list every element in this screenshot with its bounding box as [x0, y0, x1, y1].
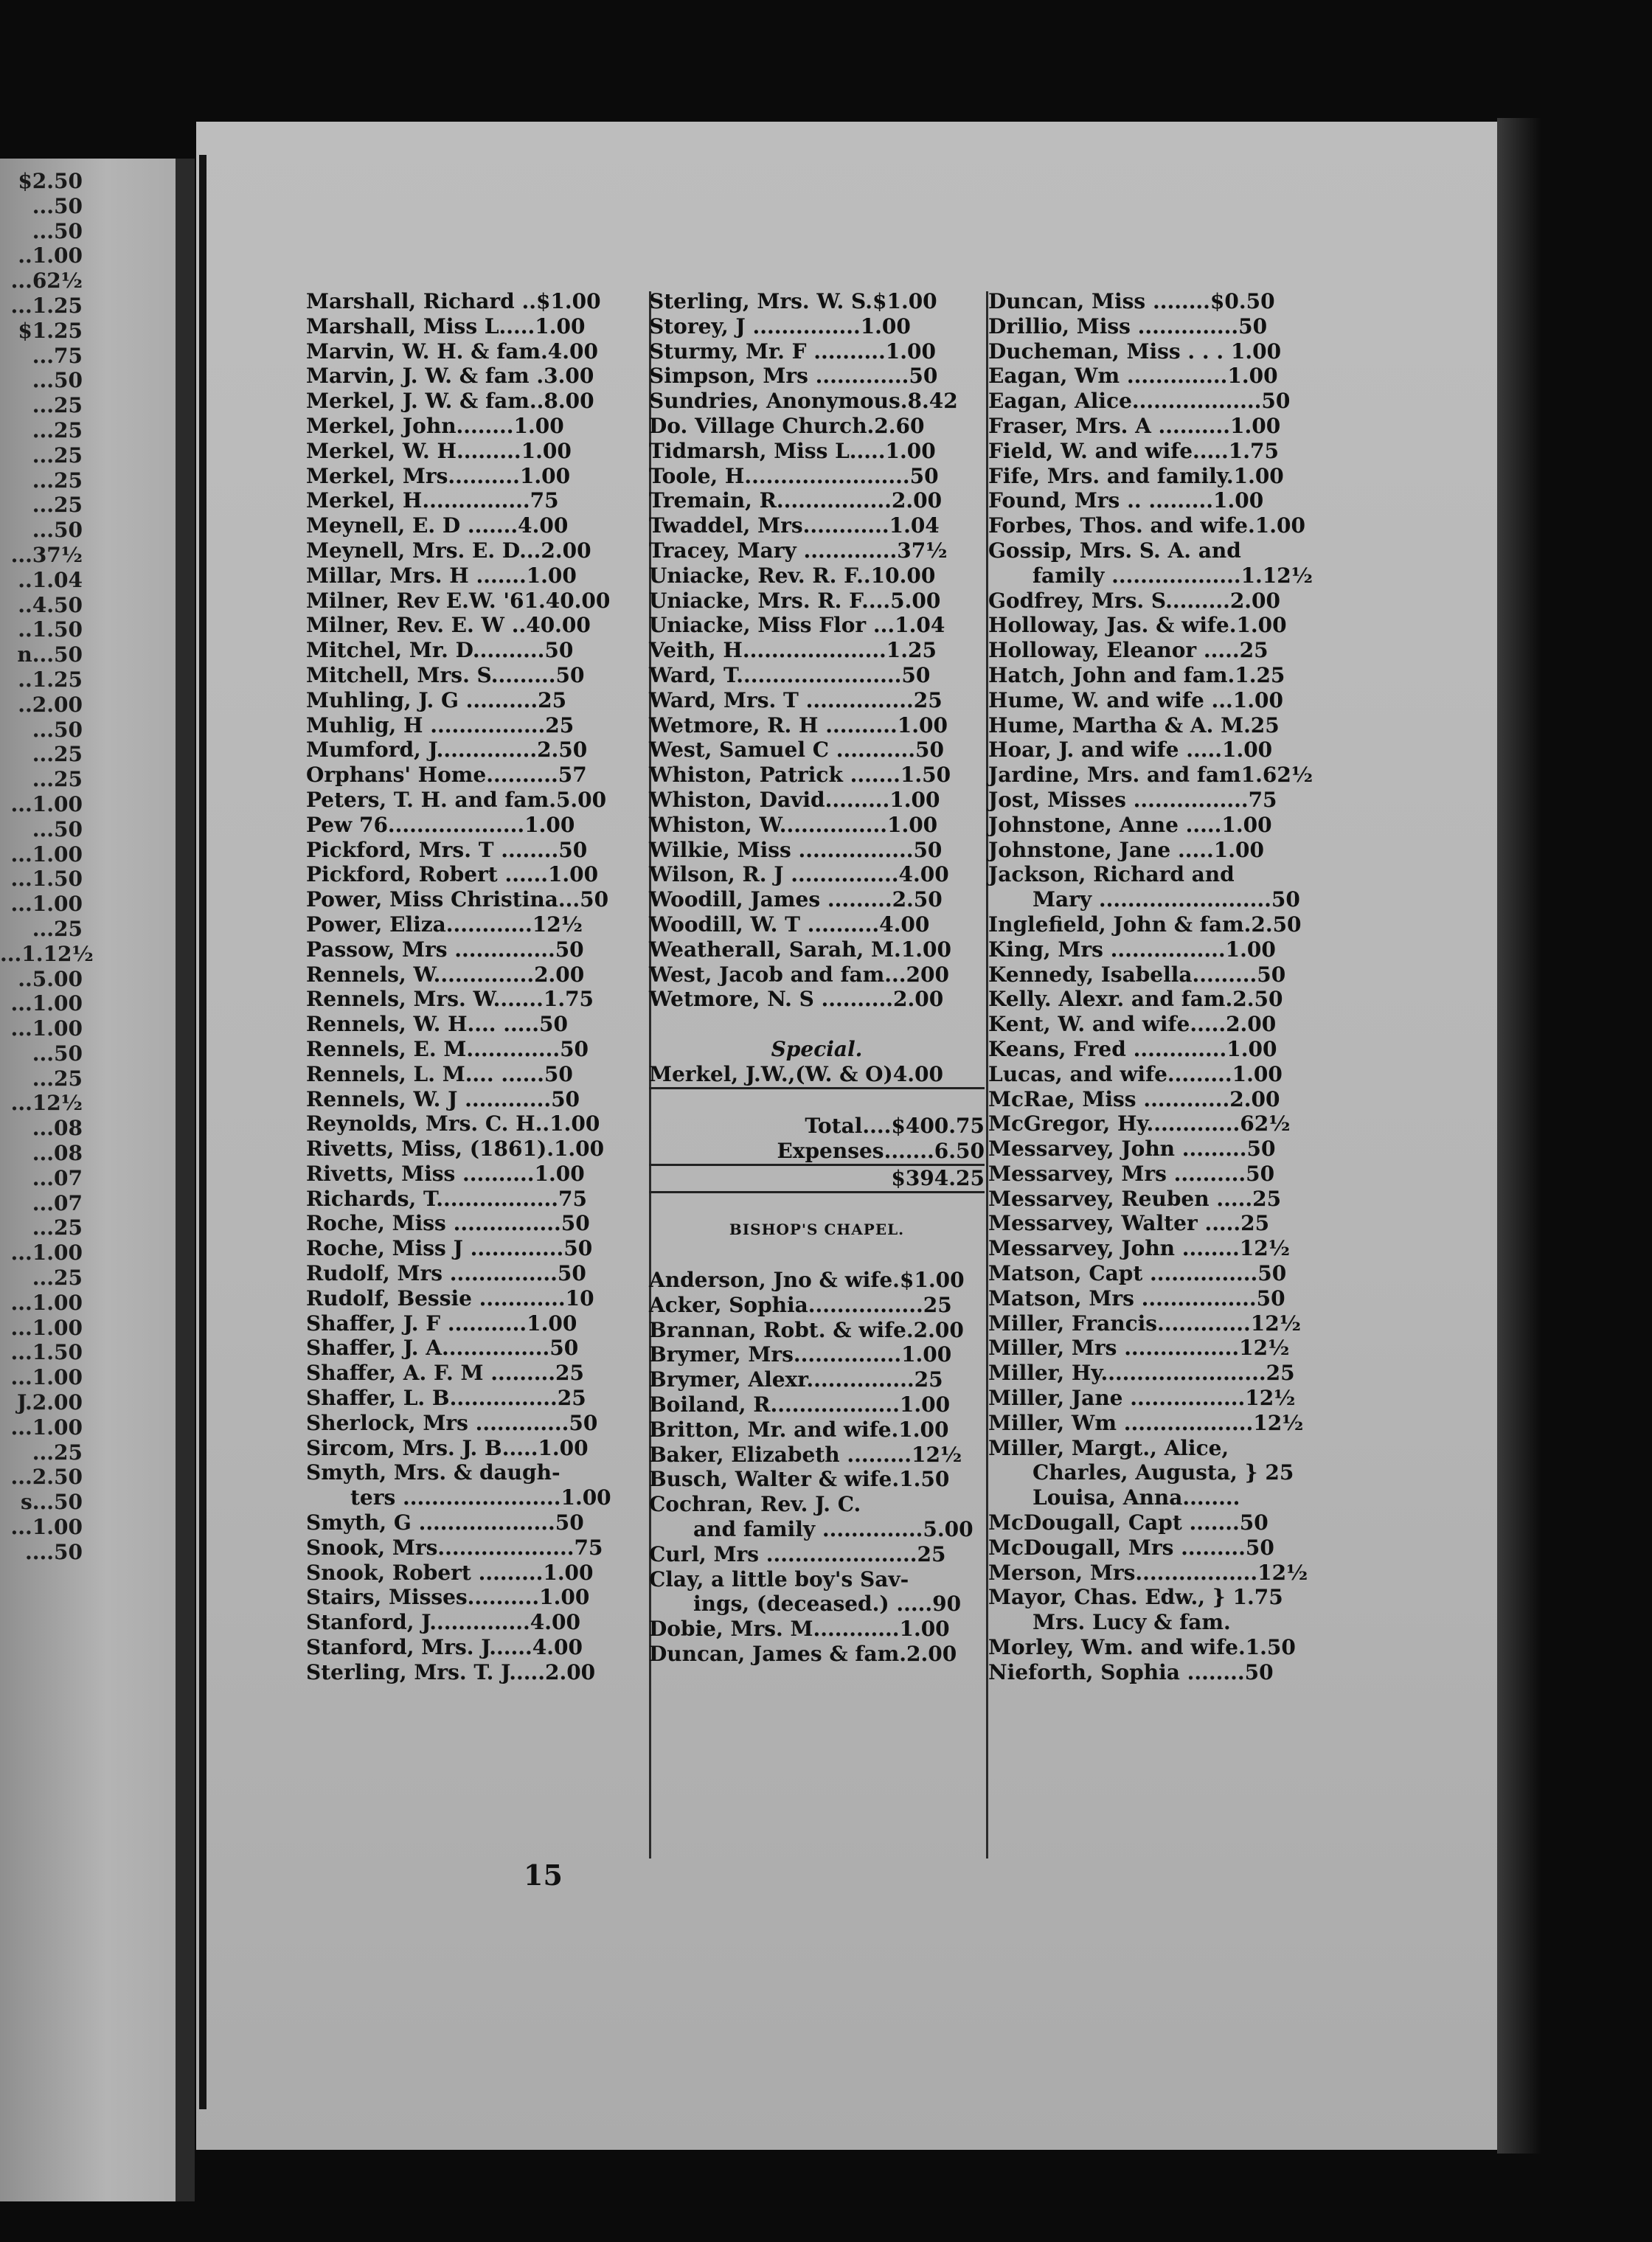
list-item: Hatch, John and fam.1.25 — [988, 662, 1285, 687]
list-item: J.2.00 — [16, 1390, 83, 1415]
list-item: ..1.04 — [18, 567, 83, 592]
list-item: ...75 — [32, 343, 83, 368]
list-item: ...1.25 — [10, 293, 83, 318]
list-item: Sterling, Mrs. T. J.....2.00 — [306, 1659, 596, 1684]
list-item: Whiston, David.........1.00 — [649, 787, 940, 812]
list-item: Milner, Rev. E. W ..40.00 — [306, 613, 591, 638]
list-item: Found, Mrs .. .........1.00 — [988, 488, 1264, 513]
list-item: Gossip, Mrs. S. A. and — [988, 538, 1241, 563]
list-item: Ducheman, Miss . . . 1.00 — [988, 339, 1282, 364]
list-item: Wilson, R. J ...............4.00 — [649, 862, 949, 887]
list-item: Tracey, Mary .............37½ — [649, 538, 948, 563]
list-item: Curl, Mrs .....................25 — [649, 1541, 946, 1566]
list-item: Rudolf, Mrs ...............50 — [306, 1261, 586, 1286]
list-item — [988, 1460, 1331, 1485]
list-item: Mitchel, Mr. D..........50 — [306, 638, 574, 663]
list-item: Sherlock, Mrs .............50 — [306, 1410, 598, 1435]
list-item: Mitchell, Mrs. S.........50 — [306, 662, 585, 687]
list-item: ....50 — [25, 1539, 83, 1564]
list-item: Jackson, Richard and — [988, 862, 1235, 887]
list-item: West, Jacob and fam...200 — [649, 962, 949, 987]
list-item: Merson, Mrs.................12½ — [988, 1560, 1308, 1585]
list-item — [649, 1193, 985, 1218]
list-item: ...25 — [32, 1266, 83, 1291]
list-item: Messarvey, John .........50 — [988, 1136, 1276, 1162]
list-item: Forbes, Thos. and wife.1.00 — [988, 513, 1305, 538]
list-item: ...25 — [32, 468, 83, 493]
list-item: Kent, W. and wife.....2.00 — [988, 1012, 1277, 1037]
list-item: Merkel, Mrs..........1.00 — [306, 463, 571, 488]
list-item: Power, Eliza............12½ — [306, 912, 583, 937]
list-item: Johnstone, Jane .....1.00 — [988, 837, 1264, 862]
list-item: Kennedy, Isabella.........50 — [988, 962, 1286, 987]
list-item: Rennels, L. M.... ......50 — [306, 1061, 573, 1086]
list-item: Milner, Rev E.W. '61.40.00 — [306, 588, 611, 613]
list-item: Shaffer, L. B...............25 — [306, 1386, 586, 1411]
list-item: Miller, Wm ..................12½ — [988, 1410, 1304, 1435]
list-item: Field, W. and wife.....1.75 — [988, 438, 1279, 463]
list-item: Mary ........................50 — [1032, 887, 1300, 912]
list-item: Rennels, W. J ............50 — [306, 1086, 580, 1111]
list-item: Sterling, Mrs. W. S.$1.00 — [649, 289, 937, 313]
list-item: Veith, H....................1.25 — [649, 638, 937, 663]
list-item: Twaddel, Mrs............1.04 — [649, 513, 940, 538]
list-item: Shaffer, J. F ...........1.00 — [306, 1311, 577, 1336]
list-item: Brannan, Robt. & wife.2.00 — [649, 1317, 964, 1342]
column-3 — [988, 289, 1331, 1685]
list-item: Marshall, Miss L.....1.00 — [306, 313, 586, 339]
list-item: Simpson, Mrs .............50 — [649, 364, 938, 389]
list-item: Orphans' Home..........57 — [306, 763, 587, 788]
column-1 — [306, 289, 653, 1685]
list-item: Rennels, Mrs. W.......1.75 — [306, 987, 594, 1012]
list-item: Boiland, R..................1.00 — [649, 1392, 951, 1417]
list-item: Matson, Capt ...............50 — [988, 1261, 1287, 1286]
list-item: Reynolds, Mrs. C. H..1.00 — [306, 1111, 600, 1136]
list-item: Wetmore, R. H ..........1.00 — [649, 712, 948, 738]
list-item: ...1.00 — [10, 791, 83, 816]
list-item: Ward, Mrs. T ...............25 — [649, 687, 943, 712]
list-item: Baker, Elizabeth .........12½ — [649, 1442, 962, 1467]
list-item: Wetmore, N. S ..........2.00 — [649, 987, 944, 1012]
list-item: Miller, Hy.......................25 — [988, 1361, 1295, 1386]
list-item: ...50 — [32, 816, 83, 841]
list-item: ...25 — [32, 767, 83, 792]
list-item: $394.25 — [649, 1166, 985, 1193]
list-item: and family ..............5.00 — [693, 1517, 974, 1542]
list-item: ...1.00 — [10, 991, 83, 1016]
list-item: Peters, T. H. and fam.5.00 — [306, 787, 607, 812]
list-item: Weatherall, Sarah, M.1.00 — [649, 937, 951, 962]
list-item: McDougall, Capt .......50 — [988, 1510, 1268, 1535]
list-item: Britton, Mr. and wife.1.00 — [649, 1417, 949, 1442]
list-item: Snook, Mrs...................75 — [306, 1535, 603, 1560]
list-item: Messarvey, Walter .....25 — [988, 1211, 1270, 1236]
list-item: Marshall, Richard ..$1.00 — [306, 289, 601, 313]
list-item: Meynell, Mrs. E. D...2.00 — [306, 538, 591, 563]
list-item: Matson, Mrs ................50 — [988, 1285, 1285, 1311]
book-spine — [199, 155, 206, 2109]
list-item: ...25 — [32, 393, 83, 418]
list-item: Power, Miss Christina...50 — [306, 887, 609, 912]
list-item: Meynell, E. D .......4.00 — [306, 513, 569, 538]
list-item: Uniacke, Miss Flor ...1.04 — [649, 613, 945, 638]
list-item: s...50 — [21, 1490, 83, 1515]
list-item — [988, 1585, 1331, 1610]
list-item: ...25 — [32, 1440, 83, 1465]
list-item: West, Samuel C ...........50 — [649, 738, 944, 763]
list-item: ...1.00 — [10, 1240, 83, 1266]
list-item: ...50 — [32, 368, 83, 393]
list-item: McRae, Miss ............2.00 — [988, 1086, 1280, 1111]
list-item: Smyth, Mrs. & daugh- — [306, 1460, 560, 1485]
list-item: ...1.00 — [10, 1415, 83, 1440]
list-item: Brymer, Alexr...............25 — [649, 1367, 943, 1392]
list-item: Expenses.......6.50 — [649, 1139, 985, 1166]
mayor-brace-amount: } 1.75 — [1205, 1585, 1283, 1610]
list-item: McGregor, Hy.............62½ — [988, 1111, 1291, 1136]
miller-brace-amount: } 25 — [1237, 1460, 1294, 1485]
list-item: Jost, Misses ................75 — [988, 787, 1277, 812]
list-item: ...08 — [32, 1116, 83, 1141]
list-item: ...12½ — [10, 1091, 83, 1116]
list-item: ...07 — [32, 1165, 83, 1190]
list-item: Godfrey, Mrs. S.........2.00 — [988, 588, 1281, 613]
list-item: Smyth, G ...................50 — [306, 1510, 584, 1535]
list-item: Merkel, J. W. & fam..8.00 — [306, 389, 594, 414]
list-item: Rivetts, Miss ..........1.00 — [306, 1161, 585, 1186]
list-item: ...25 — [32, 742, 83, 767]
list-item: Fife, Mrs. and family.1.00 — [988, 463, 1284, 488]
list-item: Toole, H.......................50 — [649, 463, 939, 488]
list-item: Roche, Miss ...............50 — [306, 1211, 590, 1236]
list-item: Pickford, Robert ......1.00 — [306, 862, 599, 887]
list-item: Holloway, Jas. & wife.1.00 — [988, 613, 1287, 638]
list-item: ...25 — [32, 417, 83, 442]
list-item: Hoar, J. and wife .....1.00 — [988, 738, 1273, 763]
left-page-fragment-column — [0, 169, 94, 1565]
list-item: Do. Village Church.2.60 — [649, 413, 925, 438]
list-item-text: Mayor, Chas. Edw., — [988, 1585, 1206, 1610]
list-item: Kelly. Alexr. and fam.2.50 — [988, 987, 1283, 1012]
list-item: $1.25 — [18, 318, 83, 343]
list-item: ..1.25 — [18, 667, 83, 692]
list-item: ...1.00 — [10, 892, 83, 917]
list-item: Merkel, W. H.........1.00 — [306, 438, 572, 463]
list-item: Hume, Martha & A. M.25 — [988, 712, 1280, 738]
list-item: ..2.00 — [18, 692, 83, 717]
list-item: Stanford, J..............4.00 — [306, 1610, 580, 1635]
list-item: Richards, T.................75 — [306, 1186, 587, 1211]
list-item: Clay, a little boy's Sav- — [649, 1566, 909, 1592]
list-item: ..4.50 — [18, 592, 83, 617]
list-item: Pew 76...................1.00 — [306, 812, 575, 837]
list-item: Woodill, W. T ..........4.00 — [649, 912, 930, 937]
list-item: ...1.12½ — [0, 941, 94, 966]
list-item: Messarvey, John ........12½ — [988, 1236, 1290, 1261]
list-item: Rennels, W. H.... .....50 — [306, 1012, 568, 1037]
list-item: Mrs. Lucy & fam. — [1032, 1610, 1231, 1635]
list-item: Lucas, and wife.........1.00 — [988, 1061, 1283, 1086]
list-item: Snook, Robert .........1.00 — [306, 1560, 594, 1585]
list-item: ...50 — [32, 1041, 83, 1066]
list-item: Fraser, Mrs. A ..........1.00 — [988, 413, 1281, 438]
list-item: Total....$400.75 — [805, 1114, 985, 1139]
list-item: Wilkie, Miss ................50 — [649, 837, 943, 862]
list-item: Cochran, Rev. J. C. — [649, 1492, 861, 1517]
list-item: n...50 — [17, 642, 83, 667]
list-item — [649, 1089, 985, 1114]
list-item: ...1.00 — [10, 1016, 83, 1041]
list-item: ...1.00 — [10, 1290, 83, 1315]
list-item: Duncan, Miss ........$0.50 — [988, 289, 1275, 313]
list-item: Special. — [771, 1036, 863, 1061]
list-item: ..1.50 — [18, 617, 83, 642]
list-item: Messarvey, Reuben .....25 — [988, 1186, 1282, 1211]
list-item: ...1.00 — [10, 841, 83, 867]
list-item: Passow, Mrs ..............50 — [306, 937, 584, 962]
list-item: Duncan, James & fam.2.00 — [649, 1642, 957, 1667]
list-item: Shaffer, J. A...............50 — [306, 1336, 579, 1361]
list-item: Merkel, H...............75 — [306, 488, 559, 513]
list-item: ...1.00 — [10, 1315, 83, 1340]
list-item: Rudolf, Bessie ............10 — [306, 1285, 594, 1311]
list-item: Marvin, W. H. & fam.4.00 — [306, 339, 598, 364]
list-item: Whiston, W...............1.00 — [649, 812, 938, 837]
column-2 — [649, 289, 985, 1667]
list-item: Busch, Walter & wife.1.50 — [649, 1467, 950, 1492]
list-item: Millar, Mrs. H .......1.00 — [306, 563, 577, 588]
list-item-text: Charles, Augusta, — [1032, 1460, 1238, 1485]
list-item: Uniacke, Rev. R. F..10.00 — [649, 563, 936, 588]
list-item: Miller, Mrs ................12½ — [988, 1336, 1290, 1361]
list-item: ...25 — [32, 1215, 83, 1240]
list-item: ...62½ — [10, 268, 83, 294]
list-item: ...08 — [32, 1141, 83, 1166]
list-item: King, Mrs ................1.00 — [988, 937, 1276, 962]
list-item: ...50 — [32, 218, 83, 243]
list-item: ...25 — [32, 442, 83, 468]
list-item: Nieforth, Sophia ........50 — [988, 1659, 1274, 1684]
list-item: Inglefield, John & fam.2.50 — [988, 912, 1302, 937]
list-item: ters ......................1.00 — [350, 1485, 611, 1510]
list-item: family ..................1.12½ — [1032, 563, 1313, 588]
list-item: Storey, J ...............1.00 — [649, 313, 911, 339]
list-item: Brymer, Mrs...............1.00 — [649, 1342, 952, 1367]
list-item: Tidmarsh, Miss L.....1.00 — [649, 438, 936, 463]
list-item: Ward, T.......................50 — [649, 662, 931, 687]
left-page-edge — [176, 159, 195, 2201]
list-item: Tremain, R................2.00 — [649, 488, 943, 513]
list-item: Jardine, Mrs. and fam1.62½ — [988, 763, 1313, 788]
list-item: Pickford, Mrs. T ........50 — [306, 837, 588, 862]
list-item: Rennels, W..............2.00 — [306, 962, 585, 987]
list-item: Uniacke, Mrs. R. F....5.00 — [649, 588, 941, 613]
list-item: ings, (deceased.) .....90 — [693, 1592, 962, 1617]
list-item: Miller, Margt., Alice, — [988, 1435, 1229, 1460]
list-item: Johnstone, Anne .....1.00 — [988, 812, 1272, 837]
list-item: Rivetts, Miss, (1861).1.00 — [306, 1136, 605, 1162]
list-item: ..5.00 — [18, 966, 83, 991]
page-number: 15 — [524, 1858, 563, 1892]
list-item: McDougall, Mrs .........50 — [988, 1535, 1274, 1560]
list-item: Rennels, E. M.............50 — [306, 1036, 589, 1061]
right-edge-shadow — [1497, 118, 1541, 2154]
list-item: Drillio, Miss ..............50 — [988, 313, 1268, 339]
list-item: Morley, Wm. and wife.1.50 — [988, 1635, 1296, 1660]
list-item: Sturmy, Mr. F ..........1.00 — [649, 339, 936, 364]
list-item: Miller, Francis.............12½ — [988, 1311, 1301, 1336]
list-item: Merkel, J.W.,(W. & O)4.00 — [649, 1062, 985, 1089]
list-item: $2.50 — [18, 169, 83, 193]
list-item: Mumford, J..............2.50 — [306, 738, 588, 763]
list-item: Messarvey, Mrs ..........50 — [988, 1161, 1275, 1186]
list-item: Holloway, Eleanor .....25 — [988, 638, 1268, 663]
list-item: ...25 — [32, 916, 83, 941]
list-item: Merkel, John........1.00 — [306, 413, 564, 438]
list-item: Stanford, Mrs. J......4.00 — [306, 1635, 583, 1660]
list-item: Sircom, Mrs. J. B.....1.00 — [306, 1435, 589, 1460]
list-item: Hume, W. and wife ...1.00 — [988, 687, 1283, 712]
list-item: ...37½ — [10, 542, 83, 567]
list-item: ...1.50 — [10, 1340, 83, 1365]
list-item: Roche, Miss J .............50 — [306, 1236, 593, 1261]
list-item: ...2.50 — [10, 1465, 83, 1490]
list-item: ...07 — [32, 1190, 83, 1215]
list-item: Muhlig, H ................25 — [306, 712, 575, 738]
list-item: ...25 — [32, 493, 83, 518]
list-item: Shaffer, A. F. M .........25 — [306, 1361, 584, 1386]
list-item: Marvin, J. W. & fam .3.00 — [306, 364, 594, 389]
list-item: Dobie, Mrs. M............1.00 — [649, 1617, 950, 1642]
list-item — [649, 1243, 985, 1268]
list-item — [649, 1012, 985, 1037]
list-item: Muhling, J. G ..........25 — [306, 687, 567, 712]
list-item: Sundries, Anonymous.8.42 — [649, 389, 958, 414]
list-item: ...25 — [32, 1066, 83, 1091]
list-item: Keans, Fred .............1.00 — [988, 1036, 1277, 1061]
list-item: Acker, Sophia................25 — [649, 1292, 952, 1317]
list-item: ...50 — [32, 717, 83, 742]
list-item: ..1.00 — [18, 243, 83, 268]
list-item: Stairs, Misses..........1.00 — [306, 1585, 590, 1610]
list-item: ...1.00 — [10, 1365, 83, 1390]
list-item: ...1.00 — [10, 1515, 83, 1540]
list-item: Eagan, Wm ..............1.00 — [988, 364, 1278, 389]
list-item: ...1.50 — [10, 867, 83, 892]
list-item: ...50 — [32, 518, 83, 543]
list-item: Woodill, James .........2.50 — [649, 887, 943, 912]
list-item: Miller, Jane ................12½ — [988, 1386, 1296, 1411]
list-item: Anderson, Jno & wife.$1.00 — [649, 1268, 965, 1293]
list-item: BISHOP'S CHAPEL. — [729, 1221, 905, 1239]
list-item: Whiston, Patrick .......1.50 — [649, 763, 951, 788]
list-item: ...50 — [32, 193, 83, 218]
list-item: Louisa, Anna........ — [1032, 1485, 1240, 1510]
list-item: Eagan, Alice..................50 — [988, 389, 1291, 414]
